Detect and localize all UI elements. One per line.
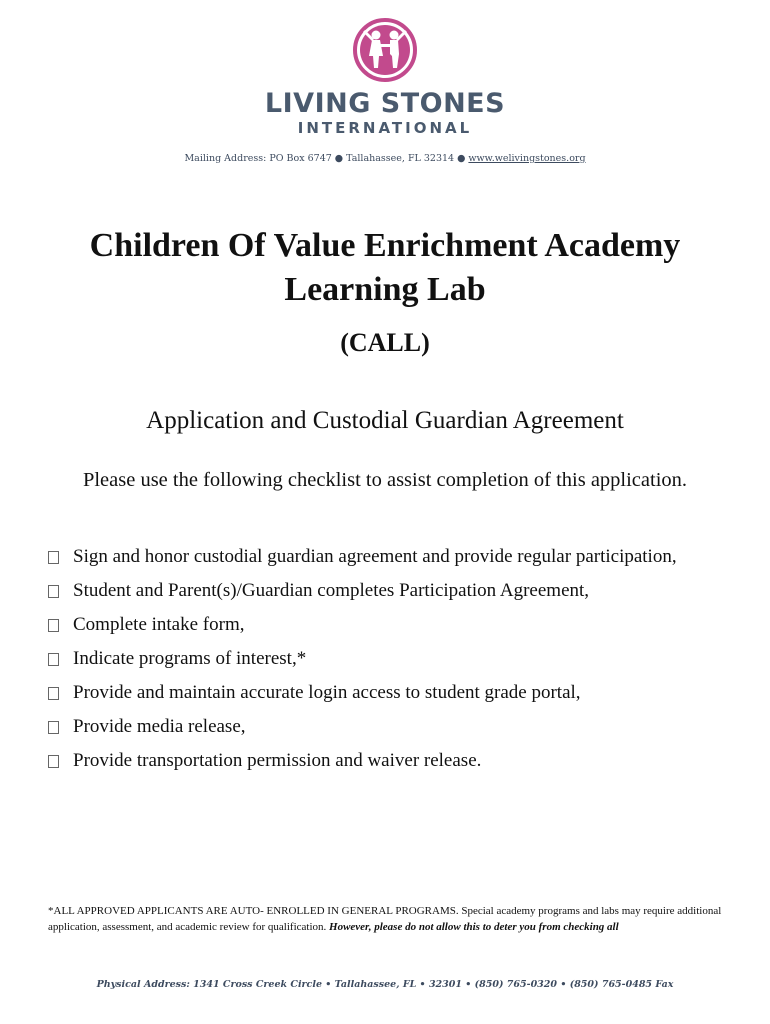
checkbox[interactable] (48, 755, 59, 768)
checklist-item-label: Indicate programs of interest,* (73, 648, 307, 669)
mailing-address (0, 153, 770, 164)
checkbox[interactable] (48, 619, 59, 632)
checklist-item-label: Complete intake form, (73, 614, 245, 635)
instruction-text: Please use the following checklist to assist completion of this application. (82, 469, 688, 491)
checklist-item (48, 676, 748, 710)
checklist-item-label: Provide and maintain accurate login access to student grade portal, (73, 682, 581, 703)
footnote (48, 903, 728, 935)
children-holding-hands-icon (353, 18, 417, 82)
physical-address: Physical Address: 1341 Cross Creek Circle • Tallahassee, FL • 32301 • (850) 765-0320 • (850) 765-0485 Fax (96, 979, 674, 990)
org-subtitle: INTERNATIONAL (297, 119, 473, 137)
checkbox[interactable] (48, 687, 59, 700)
checklist-item (48, 642, 748, 676)
checklist-item (48, 710, 748, 744)
checklist-item-label: Provide transportation permission and waiver release. (73, 750, 482, 771)
checklist-item-label: Sign and honor custodial guardian agreement and provide regular participation, (73, 546, 677, 567)
footnote-emphasis: However, please do not allow this to deter you from checking all (329, 921, 619, 933)
logo (0, 18, 770, 82)
checklist-item (48, 540, 748, 574)
checklist-item (48, 744, 748, 778)
org-name: LIVING STONES (264, 88, 506, 119)
checkbox[interactable] (48, 653, 59, 666)
checklist-item (48, 574, 748, 608)
checklist (48, 540, 748, 778)
title-line-1: Children Of Value Enrichment Academy (89, 227, 681, 264)
checkbox[interactable] (48, 721, 59, 734)
checklist-item-label: Student and Parent(s)/Guardian completes Participation Agreement, (73, 580, 590, 601)
website-link[interactable]: www.welivingstones.org (468, 153, 586, 164)
checklist-item (48, 608, 748, 642)
footnote-text: *ALL APPROVED APPLICANTS ARE AUTO- ENROLLED IN GENERAL PROGRAMS. Special academy programs and labs may require additional application, assessment, and academic review for qualification. (48, 905, 722, 933)
document-subtitle: Application and Custodial Guardian Agreement (146, 407, 624, 434)
checklist-item-label: Provide media release, (73, 716, 246, 737)
checkbox[interactable] (48, 551, 59, 564)
title-line-2: Learning Lab (284, 271, 486, 308)
document-title (0, 224, 770, 312)
mailing-address-text: Mailing Address: PO Box 6747 ● Tallahassee, FL 32314 ● (184, 153, 469, 164)
title-acronym: (CALL) (340, 328, 430, 357)
checkbox[interactable] (48, 585, 59, 598)
